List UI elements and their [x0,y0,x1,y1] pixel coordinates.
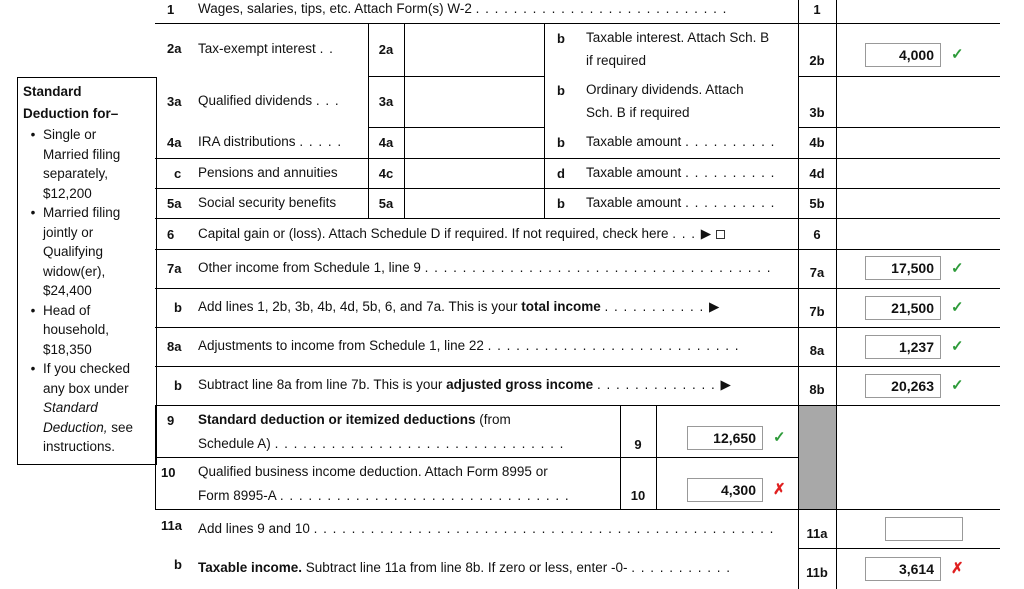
line-10-dots: . . . . . . . . . . . . . . . . . . . . . . . . . . . . . . . [279,488,570,503]
line-9-desc2 [198,436,564,451]
line-11b-number: b [174,557,182,572]
sidebar-text: any box under [43,380,129,396]
line-3a-box-label: 3a [378,94,394,109]
line-11a-desc [198,521,774,536]
sidebar-line [23,381,129,396]
sidebar-bullet: • [30,127,36,142]
sidebar-text: If you checked [43,361,131,376]
sidebar-text: instructions. [43,439,116,454]
line-7a-col: 7a [809,265,825,280]
line-4b-number: b [557,135,565,150]
line-2b-number: b [557,31,565,46]
sidebar-line [23,225,93,240]
line-9-dots: . . . . . . . . . . . . . . . . . . . . . . . . . . . . . . . [274,436,565,451]
line-4d-text: Taxable amount [586,165,682,180]
line-3b-number: b [557,83,565,98]
sidebar-text: household, [43,322,110,337]
line-7b-number: b [174,300,182,315]
line-4c-text: Pensions and annuities [198,165,338,180]
line-6-dots: . . . ▶ [672,226,713,241]
line-8a-col: 8a [809,343,825,358]
sidebar-text: Single or [43,127,97,142]
line-11b-bold: Taxable income. [198,560,303,575]
line-9-text2: Schedule A) [198,436,271,451]
line-4d-number: d [557,166,565,181]
line-1-desc [198,1,727,16]
sidebar-text: Deduction, see [43,419,134,435]
sidebar-line [23,186,92,201]
line-7b-text: Add lines 1, 2b, 3b, 4b, 4d, 5b, 6, and 7a. This is your [198,299,522,314]
line-7a-desc [198,260,771,275]
sidebar-line [23,439,115,454]
sidebar-heading: Standard [23,84,82,99]
line-4a-text: IRA distributions [198,134,296,149]
sidebar-text: $24,400 [43,283,92,298]
line-4a-box-label: 4a [378,135,394,150]
sidebar-line [23,127,96,142]
line-10-x-icon: ✗ [773,481,786,498]
sidebar-line [23,205,120,220]
sidebar-line [23,166,108,181]
line-7a-answer[interactable]: 17,500 [865,256,941,280]
sidebar-text: $18,350 [43,341,92,357]
line-8a-desc [198,338,739,353]
line-3b-text1: Ordinary dividends. Attach [586,82,744,97]
line-8b-answer[interactable]: 20,263 [865,374,941,398]
line-8b-col: 8b [809,382,825,397]
sidebar-line [23,244,103,259]
line-3b-col: 3b [809,105,825,120]
line-11a-number: 11a [161,518,182,533]
line-8a-answer[interactable]: 1,237 [865,335,941,359]
line-10-text1: Qualified business income deduction. Attach Form 8995 or [198,464,548,479]
line-2a-text: Tax-exempt interest [198,41,316,56]
line-5b-desc [586,195,775,210]
sidebar-text: Standard [43,400,98,415]
line-9-check-icon: ✓ [773,429,786,446]
line-2b-text1: Taxable interest. Attach Sch. B [586,30,770,45]
line-6-desc [198,226,725,242]
sidebar-text: Head of [43,302,91,318]
line-4a-desc [198,134,342,149]
line-2a-box-label: 2a [378,42,394,57]
line-3a-desc [198,93,340,108]
line-4d-col: 4d [809,166,825,181]
line-8a-check-icon: ✓ [951,338,964,355]
line-2a-number: 2a [167,41,182,56]
line-3a-text: Qualified dividends [198,93,313,108]
line-8b-text: Subtract line 8a from line 7b. This is your [198,377,447,392]
line-5a-box-label: 5a [378,196,394,211]
line-9-desc [198,412,511,427]
line-2b-col: 2b [809,53,825,68]
sidebar-bullet: • [30,205,36,220]
line-5b-number: b [557,196,565,211]
sidebar-line [23,361,130,376]
sidebar-line [23,147,120,162]
line-1-number: 1 [167,2,175,17]
line-4c-number: c [174,166,182,181]
line-9-bold: Standard deduction or itemized deductions [198,412,476,427]
line-7b-check-icon: ✓ [951,299,964,316]
line-11a-col: 11a [806,526,828,541]
line-7b-bold: total income [521,299,601,314]
line-7a-text: Other income from Schedule 1, line 9 [198,260,421,275]
sidebar-text: separately, [43,166,109,181]
line-1-dots: . . . . . . . . . . . . . . . . . . . . . . . . . . . [475,1,728,16]
line-7a-dots: . . . . . . . . . . . . . . . . . . . . . . . . . . . . . . . . . . . . . [424,260,772,275]
line-6-col: 6 [813,227,821,242]
sidebar-subheading: Deduction for– [23,106,119,121]
line-4d-desc [586,165,775,180]
sidebar-line [23,303,90,318]
line-2a-desc [198,41,334,56]
line-1-col: 1 [813,2,821,17]
line-4b-text: Taxable amount [586,134,682,149]
sidebar-line [23,322,109,337]
line-11b-x-icon: ✗ [951,560,964,577]
standard-deduction-sidebar [17,77,157,465]
line-3a-number: 3a [167,94,182,109]
line-8a-dots: . . . . . . . . . . . . . . . . . . . . . . . . . . . [487,338,740,353]
line-7b-desc [198,299,720,315]
line-9-box-label: 9 [634,437,642,452]
line-2a-dots: . . [319,41,334,56]
line-7b-col: 7b [809,304,825,319]
line-5b-dots: . . . . . . . . . . [685,195,776,210]
line-9-text: (from [475,412,511,427]
line-6-checkbox[interactable] [716,230,725,239]
line-4b-col: 4b [809,135,825,150]
line-9-answer[interactable]: 12,650 [687,426,763,450]
line-5a-text: Social security benefits [198,195,337,210]
line-7a-check-icon: ✓ [951,260,964,277]
sidebar-text: Married filing [43,205,121,220]
line-5b-col: 5b [809,196,825,211]
line-8b-number: b [174,378,182,393]
line-10-text2: Form 8995-A [198,488,277,503]
line-11b-answer[interactable]: 3,614 [865,557,941,581]
line-2b-check-icon: ✓ [951,46,964,63]
line-8b-desc [198,377,732,393]
line-4d-dots: . . . . . . . . . . [685,165,776,180]
line-11a-dots: . . . . . . . . . . . . . . . . . . . . . . . . . . . . . . . . . . . . . . . . . . . . . . . . . [313,521,775,536]
line-11b-desc [198,560,731,575]
line-11b-text: Subtract line 11a from line 8b. If zero or less, enter -0- [302,560,628,575]
sidebar-bullet: • [30,302,36,318]
line-8a-text: Adjustments to income from Schedule 1, line 22 [198,338,484,353]
line-2b-answer[interactable]: 4,000 [865,43,941,67]
line-1-text: Wages, salaries, tips, etc. Attach Form(s) W-2 [198,1,472,16]
sidebar-line [23,264,105,279]
line-4b-desc [586,134,775,149]
line-4a-number: 4a [167,135,182,150]
line-7b-dots: . . . . . . . . . . . ▶ [604,299,721,314]
sidebar-line [23,400,98,415]
line-5a-number: 5a [167,196,182,211]
line-6-text: Capital gain or (loss). Attach Schedule D if required. If not required, check here [198,226,669,241]
line-11a-text: Add lines 9 and 10 [198,521,310,536]
sidebar-text: Qualifying [43,244,104,259]
line-10-box-label: 10 [630,488,646,503]
line-11b-dots: . . . . . . . . . . . [631,560,731,575]
sidebar-bullet: • [30,361,36,376]
sidebar-text: $12,200 [43,185,92,201]
line-4c-box-label: 4c [378,166,394,181]
line-11a-answer[interactable] [885,517,963,541]
line-3a-dots: . . . [315,93,340,108]
line-11b-col: 11b [806,565,828,580]
line-10-desc2 [198,488,570,503]
line-4b-dots: . . . . . . . . . . [685,134,776,149]
line-8a-number: 8a [167,339,182,354]
line-3b-text2: Sch. B if required [586,105,690,120]
line-2b-text2: if required [586,53,647,68]
line-6-number: 6 [167,227,175,242]
line-8b-bold: adjusted gross income [446,377,594,392]
line-10-number: 10 [161,465,176,480]
shaded-cell [799,406,836,509]
sidebar-text: jointly or [43,224,94,240]
line-7a-number: 7a [167,261,182,276]
line-4a-dots: . . . . . [299,134,343,149]
line-8b-check-icon: ✓ [951,377,964,394]
line-7b-answer[interactable]: 21,500 [865,296,941,320]
line-5b-text: Taxable amount [586,195,682,210]
sidebar-line [23,283,92,298]
sidebar-text: Married filing [43,146,121,162]
sidebar-line [23,420,133,435]
sidebar-text: widow(er), [43,263,106,279]
line-10-answer[interactable]: 4,300 [687,478,763,502]
sidebar-line [23,342,92,357]
sidebar-italic: Deduction, [43,419,108,435]
line-8b-dots: . . . . . . . . . . . . . ▶ [596,377,732,392]
line-9-number: 9 [167,413,175,428]
